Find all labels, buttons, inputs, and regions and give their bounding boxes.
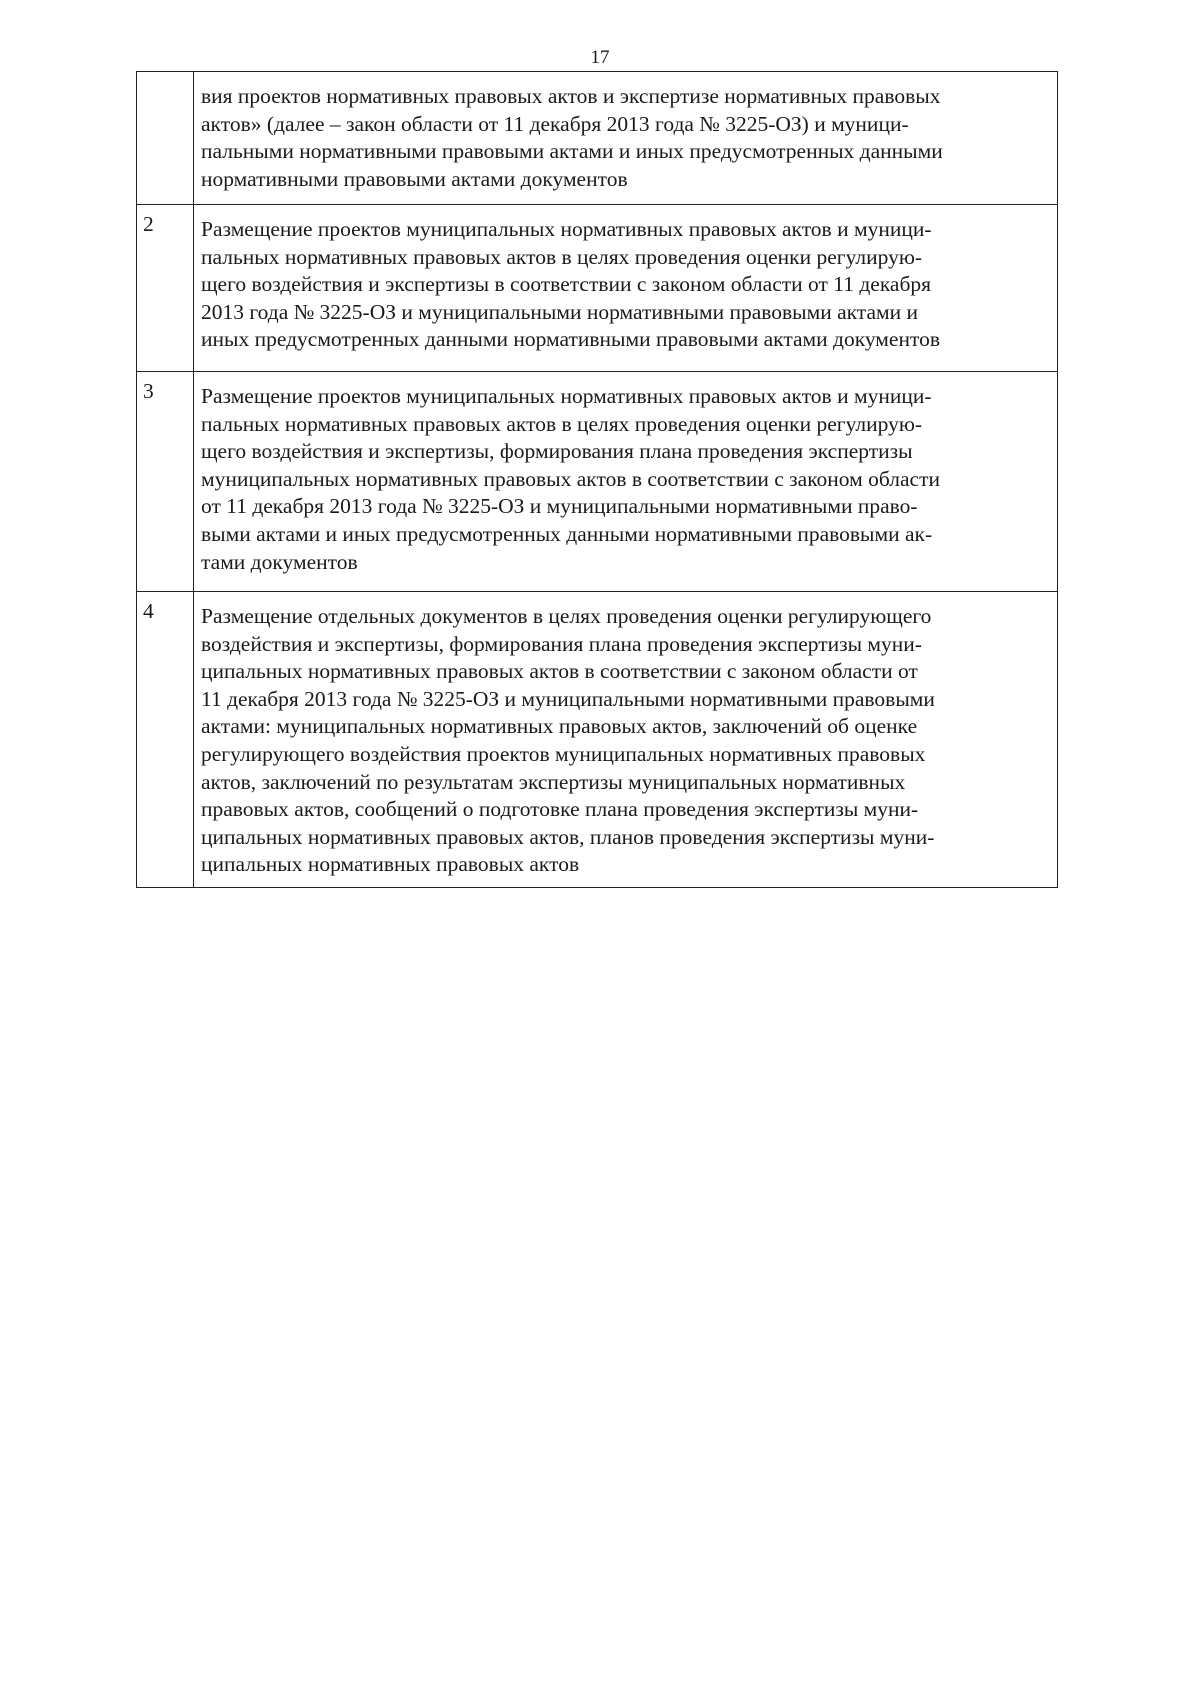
row-number: 4	[137, 592, 194, 888]
row-number: 3	[137, 372, 194, 592]
row-number: 2	[137, 205, 194, 372]
text-line: ципальных нормативных правовых актов	[201, 852, 580, 877]
page-number: 17	[590, 47, 610, 68]
text-line: пальных нормативных правовых актов в целях проведения оценки регулирую-	[201, 244, 923, 269]
text-line: 2013 года № 3225-ОЗ и муниципальными нормативными правовыми актами и	[201, 299, 918, 324]
text-line: регулирующего воздействия проектов муниципальных нормативных правовых	[201, 741, 926, 766]
text-line: 11 декабря 2013 года № 3225-ОЗ и муниципальными нормативными правовыми	[201, 686, 935, 711]
text-line: муниципальных нормативных правовых актов в соответствии с законом области	[201, 466, 940, 491]
row-number	[137, 72, 194, 205]
text-line: актов, заключений по результатам экспертизы муниципальных нормативных	[201, 769, 906, 794]
text-line: тами документов	[201, 549, 358, 574]
text-line: правовых актов, сообщений о подготовке плана проведения экспертизы муни-	[201, 797, 919, 822]
text-line: Размещение проектов муниципальных нормативных правовых актов и муници-	[201, 217, 932, 241]
text-line: актами: муниципальных нормативных правовых актов, заключений об оценке	[201, 714, 918, 739]
text-line: ципальных нормативных правовых актов в соответствии с законом области от	[201, 659, 918, 684]
row-text	[194, 205, 1058, 372]
table-row	[137, 592, 1058, 888]
text-line: Размещение проектов муниципальных нормативных правовых актов и муници-	[201, 384, 932, 408]
text-line: ципальных нормативных правовых актов, планов проведения экспертизы муни-	[201, 824, 935, 849]
text-line: щего воздействия и экспертизы, формирования плана проведения экспертизы	[201, 439, 913, 464]
text-line: от 11 декабря 2013 года № 3225-ОЗ и муниципальными нормативными право-	[201, 494, 918, 519]
table-row	[137, 372, 1058, 592]
text-line: актов» (далее – закон области от 11 декабря 2013 года № 3225-ОЗ) и муници-	[201, 111, 909, 136]
text-line: пальных нормативных правовых актов в целях проведения оценки регулирую-	[201, 411, 923, 436]
row-text	[194, 592, 1058, 888]
text-line: пальными нормативными правовыми актами и иных предусмотренных данными	[201, 139, 943, 164]
text-line: вия проектов нормативных правовых актов и экспертизе нормативных правовых	[201, 84, 941, 108]
row-text	[194, 372, 1058, 592]
text-line: нормативными правовыми актами документов	[201, 166, 628, 191]
text-line: щего воздействия и экспертизы в соответствии с законом области от 11 декабря	[201, 272, 932, 297]
table-row	[137, 205, 1058, 372]
table-row	[137, 72, 1058, 205]
text-line: иных предусмотренных данными нормативными правовыми актами документов	[201, 327, 940, 352]
row-text	[194, 72, 1058, 205]
text-line: воздействия и экспертизы, формирования плана проведения экспертизы муни-	[201, 631, 922, 656]
text-line: Размещение отдельных документов в целях проведения оценки регулирующего	[201, 604, 932, 628]
text-line: выми актами и иных предусмотренных данными нормативными правовыми ак-	[201, 521, 933, 546]
document-table	[136, 71, 1058, 888]
